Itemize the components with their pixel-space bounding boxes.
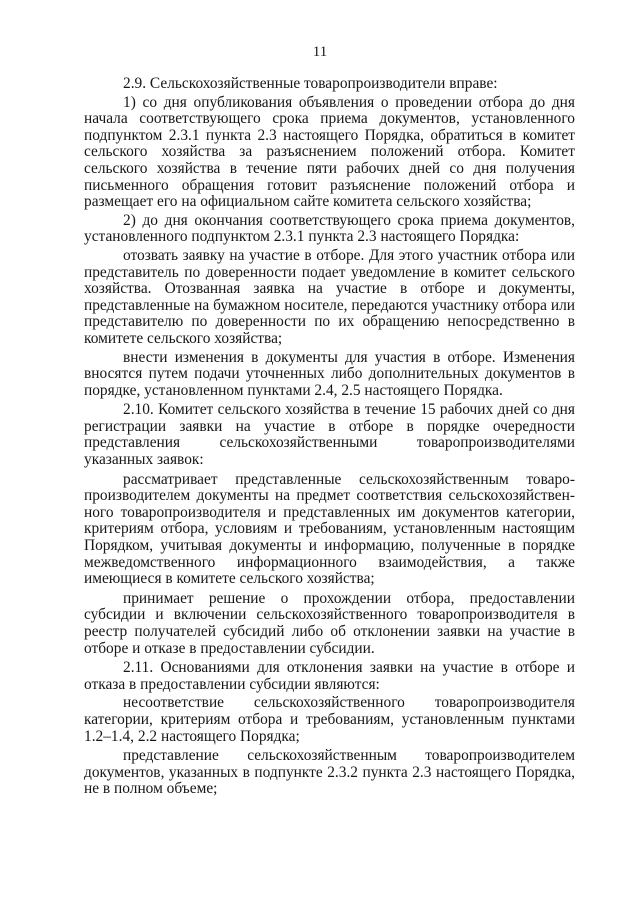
paragraph-withdraw-application: отозвать заявку на участие в отборе. Для этого участник отбора или представитель по доверенности подает уведомление в комитет сельского хозяйства. Отозванная заявка на участие в отборе и документы, представленные на бумажном носителе, передаются участнику отбора или представителю по доверенности по их обращению непосредственно в комитете сельского хозяйства; xyxy=(84,246,575,347)
paragraph-amend-documents: внести изменения в документы для участия в отборе. Изменения вносятся путем подачи уточненных либо дополнительных документов в порядке, установленном пунктами 2.4, 2.5 настоящего Порядка. xyxy=(84,348,575,399)
document-body xyxy=(84,76,575,798)
paragraph-item-1: 1) со дня опубликования объявления о проведении отбора до дня начала соответствующего срока приема документов, установленного подпунктом 2.3.1 пункта 2.3 настоящего Порядка, обратиться в комитет сельского хозяйства за разъяснением положений отбора. Комитет сельского хозяйства в течение пяти рабочих дней со дня получения письменного обращения готовит разъяснение положений отбора и размещает его на официальном сайте комитета сельского хозяйства; xyxy=(84,93,575,211)
section-2-9-heading: 2.9. Сельскохозяйственные товаропроизводители вправе: xyxy=(123,75,498,92)
page-number: 11 xyxy=(312,44,328,60)
paragraph-makes-decision: принимает решение о прохождении отбора, предоставлении субсидии и включении сельскохозяйственного товаропроизводителя в реестр получателей субсидий либо об отклонении заявки на участие в отборе и отказе в предоставлении субсидии. xyxy=(84,589,575,657)
paragraph-noncompliance: несоответствие сельскохозяйственного товаропроизводителя категории, критериям отбора и требованиям, установленным пунктами 1.2–1.4, 2.2 настоящего Порядка; xyxy=(84,694,575,745)
section-2-10: 2.10. Комитет сельского хозяйства в течение 15 рабочих дней со дня регистрации заявки на участие в отборе в порядке очередности представления сельскохозяйственными товаропроизводителями указанных заявок: xyxy=(84,401,575,469)
section-2-11: 2.11. Основаниями для отклонения заявки на участие в отборе и отказа в предоставлении субсидии являются: xyxy=(84,659,575,693)
paragraph-incomplete-documents: представление сельскохозяйственным товаропроизводителем документов, указанных в подпункте 2.3.2 пункта 2.3 настоящего Порядка, не в полном объеме; xyxy=(84,747,575,798)
paragraph-item-2: 2) до дня окончания соответствующего срока приема документов, установленного подпунктом 2.3.1 пункта 2.3 настоящего Порядка: xyxy=(84,211,575,246)
paragraph-reviews-documents: рассматривает представленные сельскохозяйственным товаро-производителем документы на предмет соответствия сельскохозяйствен-ного товаропроизводителя и представленных им документов категории, критериям отбора, условиям и требованиям, установленным настоящим Порядком, учитывая документы и информацию, полученные в порядке межведомственного информационного взаимодействия, а также имеющиеся в комитете сельского хозяйства; xyxy=(84,470,575,588)
